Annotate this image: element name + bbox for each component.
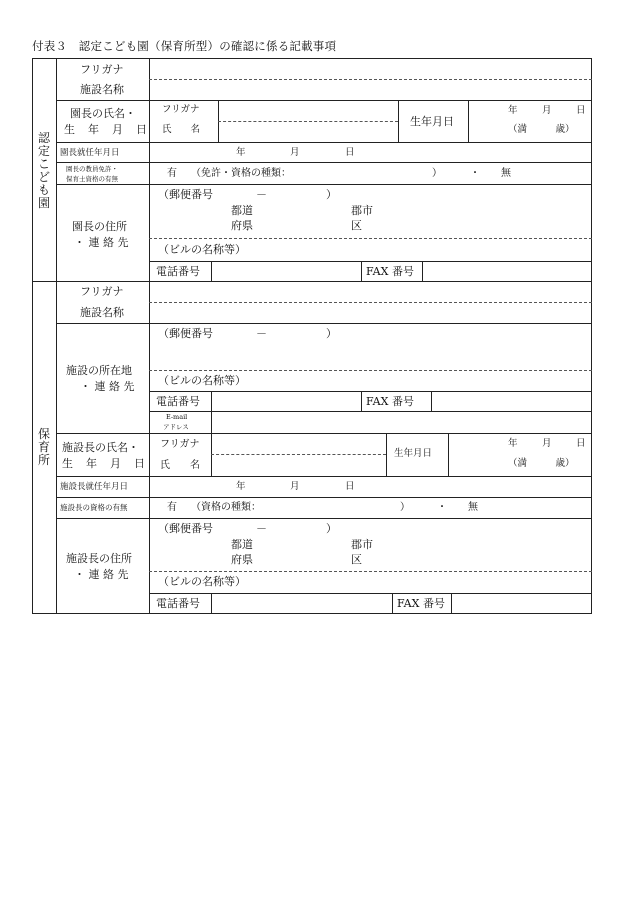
cell-line (149, 142, 150, 162)
appointed-month: 月 (290, 147, 300, 158)
row-line (56, 323, 592, 324)
head-appointed-label: 施設長就任年月日 (60, 482, 129, 492)
cell-line (468, 100, 469, 142)
cell-line (211, 261, 212, 281)
cell-line (149, 518, 150, 614)
license-yes: 有 (167, 168, 177, 179)
dash-line (149, 238, 592, 239)
row-line (149, 411, 592, 412)
head-birthdate-label: 生年月日 (394, 448, 433, 459)
section2-label: 保 育 所 (37, 427, 50, 467)
location-fax-label: FAX 番号 (366, 395, 414, 408)
director-name-label: 園長の氏名・ (70, 107, 136, 120)
appointed-year: 年 (236, 147, 246, 158)
cell-line (422, 261, 423, 281)
dash-line (218, 121, 398, 122)
postal-dash: － (256, 188, 267, 201)
head-appointed-month: 月 (290, 481, 300, 492)
cell-line (392, 593, 393, 614)
head-age-label: （満 歳） (508, 458, 575, 469)
qualification-close: ） (400, 502, 410, 513)
head-ymd-month: 月 (542, 438, 552, 449)
location-postal-dash: － (256, 327, 267, 340)
head-birth-label: 生 年 月 日 (62, 457, 146, 470)
head-name-small: 氏 名 (160, 460, 200, 471)
row-line (56, 100, 592, 101)
prefecture-top: 都道 (231, 204, 253, 217)
qualification-label: 施設長の資格の有無 (60, 503, 128, 512)
license-label-line2: 保育士資格の有無 (66, 175, 118, 183)
facility2-furigana-label: フリガナ (80, 285, 124, 298)
section1-label: 認 定 こ ど も 園 (37, 131, 50, 210)
cell-line (149, 184, 150, 281)
phone-label: 電話番号 (156, 265, 200, 278)
cell-line (451, 593, 452, 614)
row-line (56, 162, 592, 163)
head-city-top: 郡市 (351, 538, 373, 551)
building-label: （ビルの名称等） (158, 243, 246, 256)
director-furigana-label: フリガナ (162, 104, 200, 115)
dash-line (149, 79, 592, 80)
row-line (56, 476, 592, 477)
section-divider (32, 281, 592, 282)
row-line (56, 497, 592, 498)
fax-label: FAX 番号 (366, 265, 414, 278)
facility-name-label: 施設名称 (80, 83, 124, 96)
dash-line (211, 454, 386, 455)
email-label-line2: アドレス (163, 423, 189, 431)
head-address-contact-label: ・ 連 絡 先 (74, 568, 129, 581)
location-postal-label: （郵便番号 (158, 327, 213, 340)
location-postal-close: ） (326, 327, 337, 340)
head-ymd-year: 年 (508, 438, 518, 449)
qualification-yes: 有 (167, 502, 177, 513)
cell-line (361, 391, 362, 411)
location-label: 施設の所在地 (66, 364, 132, 377)
head-appointed-year: 年 (236, 481, 246, 492)
row-line (56, 518, 592, 519)
form-title: 付表３ 認定こども園（保育所型）の確認に係る記載事項 (32, 39, 337, 53)
address-contact-label: ・ 連 絡 先 (74, 236, 129, 249)
appointed-day: 日 (345, 147, 355, 158)
head-postal-dash: － (256, 522, 267, 535)
separator-dot: ・ (470, 168, 480, 179)
qualification-type-label: （資格の種類： (191, 502, 261, 513)
dash-line (149, 370, 592, 371)
director-birth-label: 生 年 月 日 (64, 123, 148, 136)
cell-line (211, 391, 212, 433)
age-label: （満 歳） (508, 124, 575, 135)
dash-line (149, 571, 592, 572)
row-line (149, 261, 592, 262)
head-postal-close: ） (326, 522, 337, 535)
location-building-label: （ビルの名称等） (158, 374, 246, 387)
email-label-line1: E-mail (166, 413, 188, 421)
license-label-line1: 園長の教員免許・ (66, 165, 118, 173)
head-building-label: （ビルの名称等） (158, 575, 246, 588)
facility2-name-label: 施設名称 (80, 306, 124, 319)
row-line (149, 593, 592, 594)
location-phone-label: 電話番号 (156, 395, 200, 408)
head-postal-label: （郵便番号 (158, 522, 213, 535)
director-birthdate-label: 生年月日 (410, 115, 454, 128)
row-line (56, 142, 592, 143)
head-name-label: 施設長の氏名・ (62, 441, 139, 454)
postal-label: （郵便番号 (158, 188, 213, 201)
ymd-year: 年 (508, 105, 518, 116)
cell-line (149, 497, 150, 518)
row-line (56, 184, 592, 185)
head-address-label: 施設長の住所 (66, 552, 132, 565)
head-phone-label: 電話番号 (156, 597, 200, 610)
cell-line (149, 323, 150, 433)
appointed-label: 園長就任年月日 (60, 148, 120, 158)
address-label: 園長の住所 (72, 220, 127, 233)
ymd-month: 月 (542, 105, 552, 116)
cell-line (398, 100, 399, 142)
dash-line (149, 302, 592, 303)
ymd-day: 日 (576, 105, 586, 116)
location-contact-label: ・ 連 絡 先 (80, 380, 135, 393)
prefecture-bottom: 府県 (231, 219, 253, 232)
cell-line (149, 100, 150, 142)
row-line (56, 433, 592, 434)
head-furigana-label: フリガナ (160, 439, 200, 450)
qualification-no: 無 (468, 502, 478, 513)
city-top: 郡市 (351, 204, 373, 217)
cell-line (149, 476, 150, 497)
license-type-label: （免許・資格の種類： (191, 168, 291, 179)
head-prefecture-bottom: 府県 (231, 553, 253, 566)
facility-furigana-label: フリガナ (80, 63, 124, 76)
license-close: ） (432, 168, 442, 179)
cell-line (149, 433, 150, 476)
postal-close: ） (326, 188, 337, 201)
head-fax-label: FAX 番号 (397, 597, 445, 610)
separator-dot: ・ (437, 502, 447, 513)
cell-line (361, 261, 362, 281)
cell-line (386, 433, 387, 476)
license-no: 無 (501, 168, 511, 179)
head-appointed-day: 日 (345, 481, 355, 492)
head-city-bottom: 区 (351, 553, 362, 566)
head-prefecture-top: 都道 (231, 538, 253, 551)
cell-line (448, 433, 449, 476)
cell-line (431, 391, 432, 411)
cell-line (211, 593, 212, 614)
head-ymd-day: 日 (576, 438, 586, 449)
director-name-small: 氏 名 (162, 124, 201, 135)
row-line (149, 391, 592, 392)
cell-line (149, 162, 150, 184)
city-bottom: 区 (351, 219, 362, 232)
